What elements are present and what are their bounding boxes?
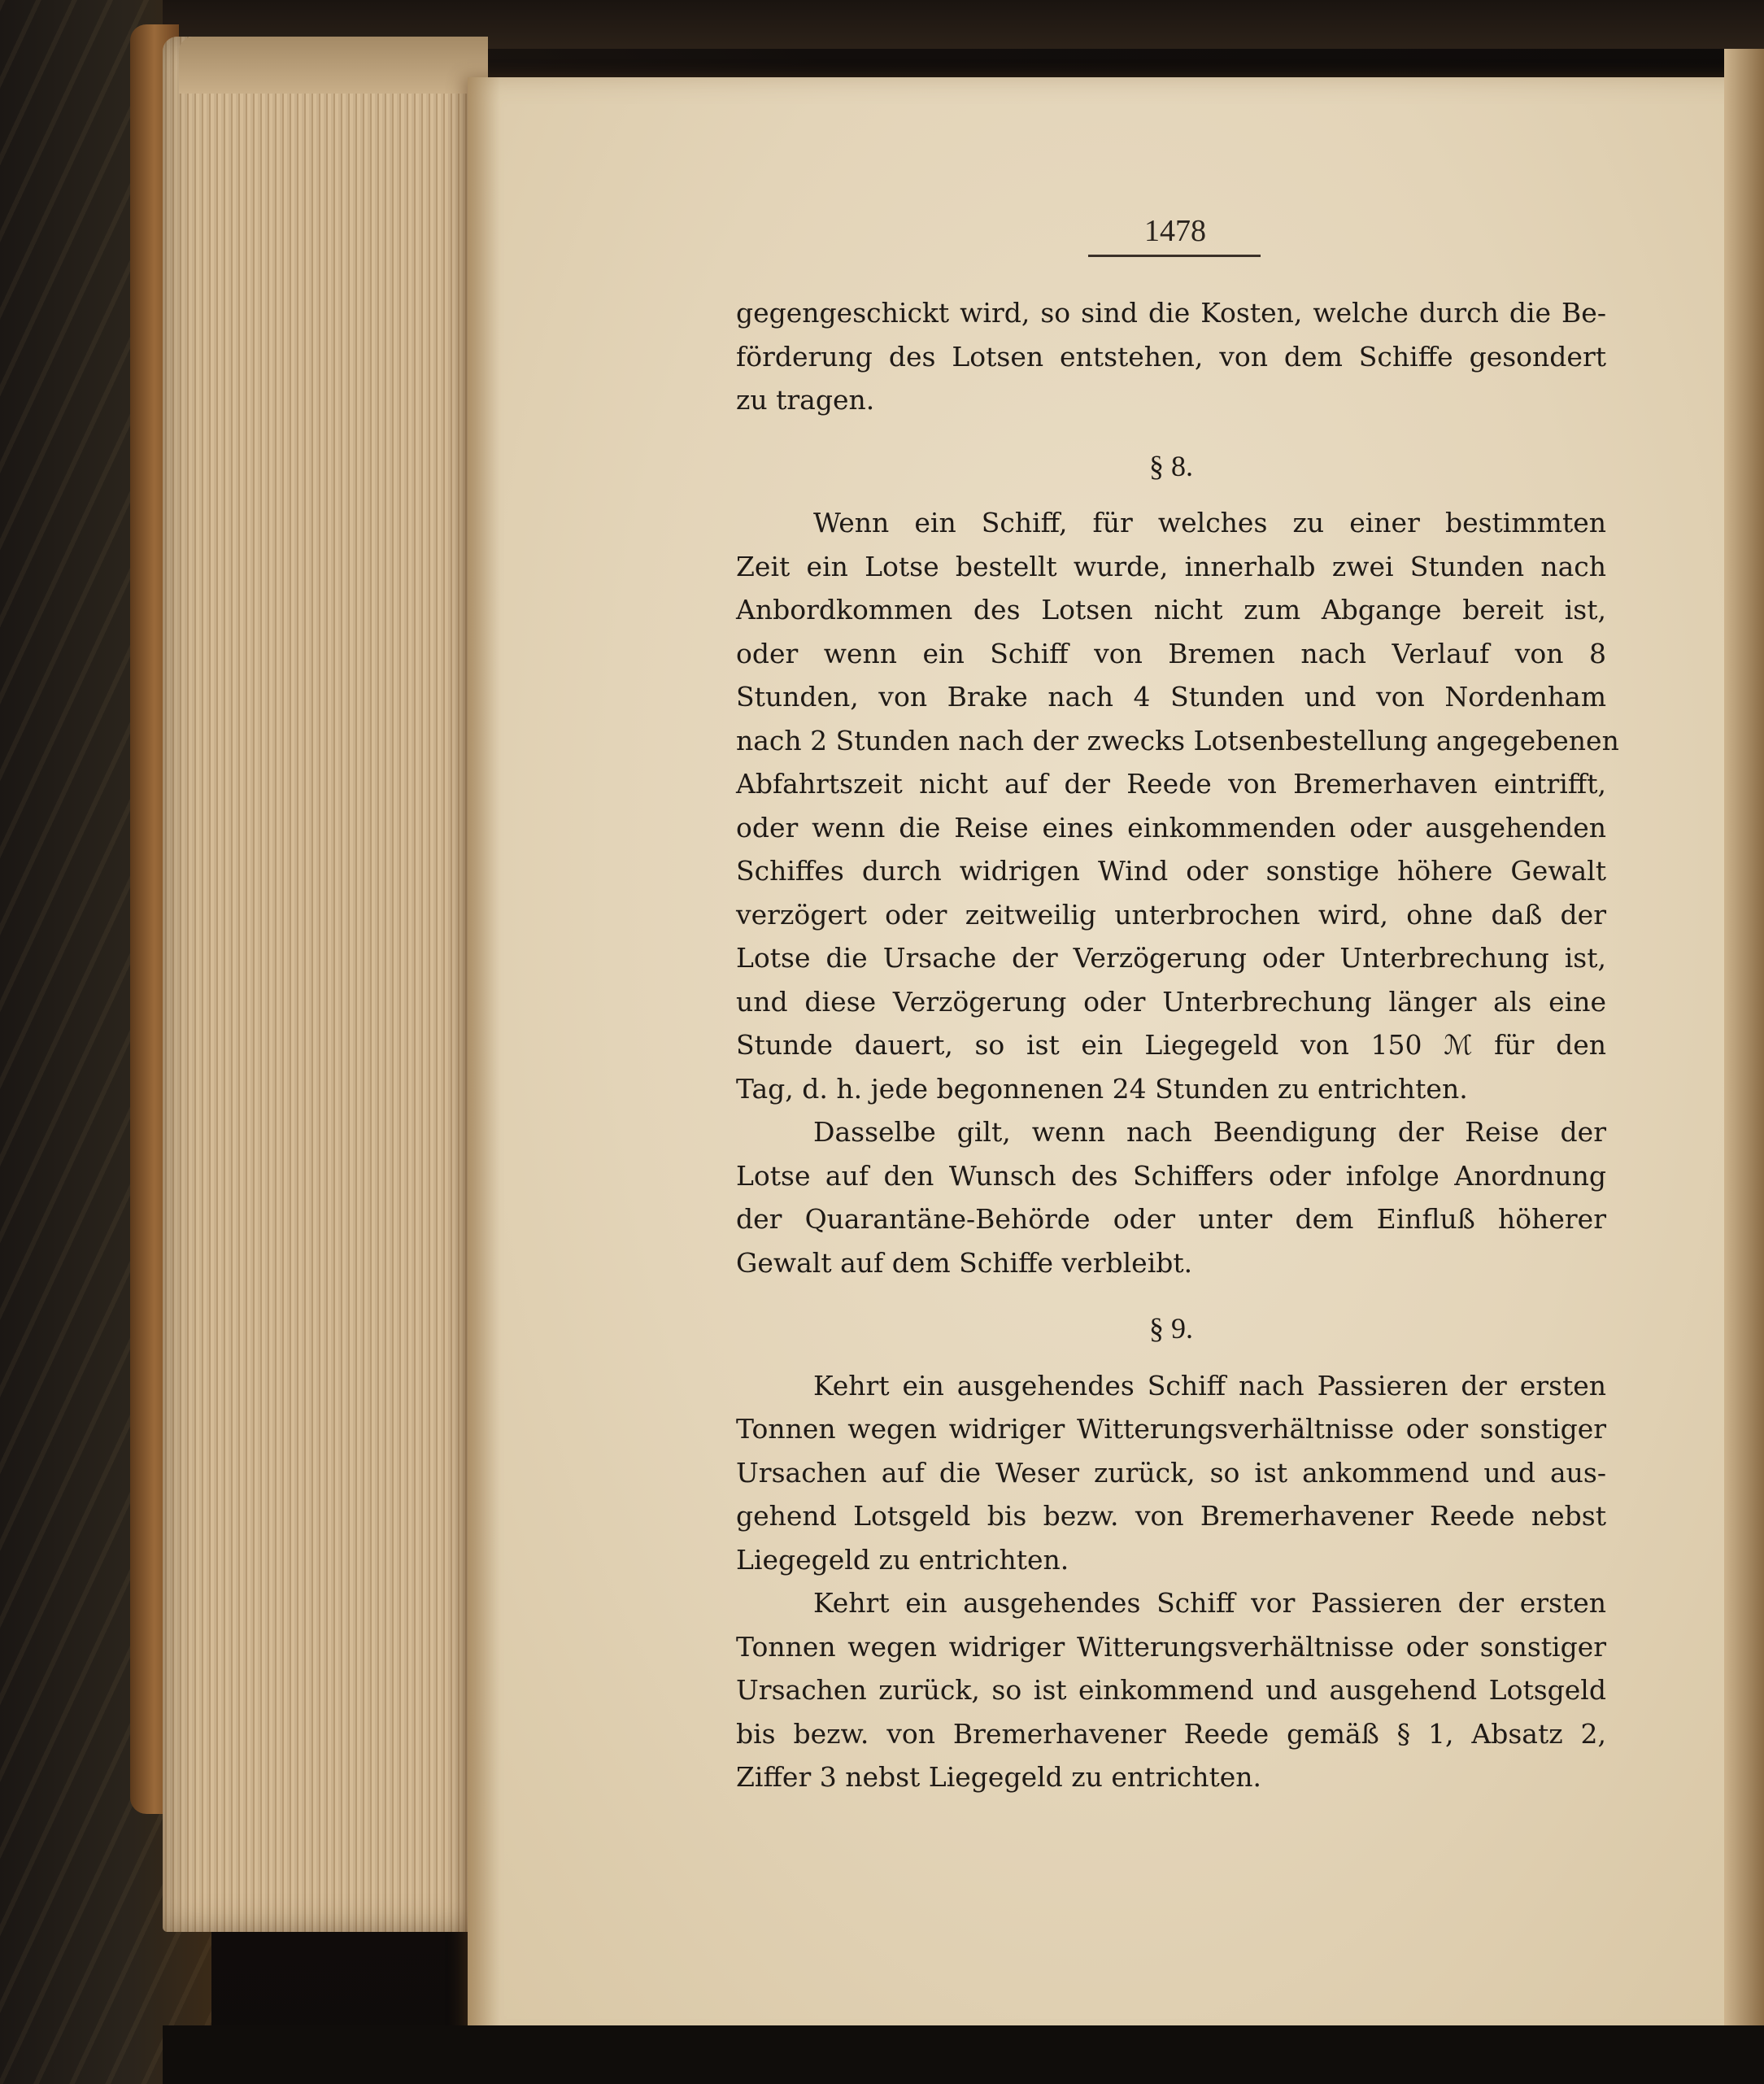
text-line: bis bezw. von Bremerhavener Reede gemäß § 1, Absatz 2, (736, 1717, 1606, 1750)
text-line: und diese Verzögerung oder Unterbrechung länger als eine (736, 985, 1606, 1018)
section-heading-8: § 8. (1149, 449, 1193, 482)
text-line: zu tragen. (736, 384, 875, 416)
top-spacer (736, 207, 1606, 291)
text-line: Abfahrtszeit nicht auf der Reede von Bremerhaven eintrifft, (736, 768, 1606, 800)
text-line: Ursachen auf die Weser zurück, so ist ankommend und aus- (736, 1456, 1606, 1489)
paragraph-continuation (736, 291, 1606, 422)
text-line: Ziffer 3 nebst Liegegeld zu entrichten. (736, 1761, 1262, 1793)
text-line: Stunde dauert, so ist ein Liegegeld von 150 ℳ für den (736, 1029, 1606, 1061)
text-line: Liegegeld zu entrichten. (736, 1543, 1069, 1576)
section-9-paragraph-2 (736, 1581, 1606, 1799)
text-line: Kehrt ein ausgehendes Schiff vor Passieren der ersten (813, 1587, 1606, 1619)
text-line: Gewalt auf dem Schiffe verbleibt. (736, 1246, 1193, 1279)
text-line: Dasselbe gilt, wenn nach Beendigung der Reise der (813, 1116, 1606, 1148)
page-stack-top (179, 37, 488, 94)
page-text (736, 207, 1619, 1799)
text-line: Wenn ein Schiff, für welches zu einer bestimmten (813, 507, 1606, 538)
text-line: der Quarantäne-Behörde oder unter dem Einfluß höherer (736, 1203, 1606, 1235)
page-gutter-shadow (468, 77, 500, 2046)
section-heading-9: § 9. (1149, 1312, 1193, 1345)
text-line: Tonnen wegen widriger Witterungsverhältnisse oder sonstiger (736, 1630, 1606, 1663)
section-9-paragraph-1 (736, 1364, 1606, 1582)
text-line: förderung des Lotsen entstehen, von dem Schiffe gesondert (736, 340, 1606, 373)
text-line: Lotse die Ursache der Verzögerung oder Unterbrechung ist, (736, 942, 1606, 974)
page-number: 1478 (1144, 214, 1206, 248)
text-line: Schiffes durch widrigen Wind oder sonstige höhere Gewalt (736, 855, 1606, 887)
text-line: gegengeschickt wird, so sind die Kosten, welche durch die Be- (736, 297, 1606, 329)
text-line: oder wenn die Reise eines einkommenden oder ausgehenden (736, 811, 1606, 844)
text-line: Stunden, von Brake nach 4 Stunden und von Nordenham (736, 681, 1606, 713)
text-line: Ursachen zurück, so ist einkommend und ausgehend Lotsgeld (736, 1674, 1606, 1706)
section-8-paragraph-2 (736, 1110, 1606, 1284)
text-line: Kehrt ein ausgehendes Schiff nach Passieren der ersten (813, 1369, 1606, 1402)
text-line: oder wenn ein Schiff von Bremen nach Verlauf von 8 (736, 637, 1606, 669)
text-line: nach 2 Stunden nach der zwecks Lotsenbestellung angegebenen (736, 724, 1619, 756)
text-line: Anbordkommen des Lotsen nicht zum Abgange bereit ist, (736, 594, 1606, 626)
text-line: Tonnen wegen widriger Witterungsverhältnisse oder sonstiger (736, 1413, 1606, 1445)
text-line: gehend Lotsgeld bis bezw. von Bremerhavener Reede nebst (736, 1500, 1606, 1532)
text-line: Tag, d. h. jede begonnenen 24 Stunden zu entrichten. (736, 1072, 1468, 1105)
page-right-edge (1724, 49, 1764, 2050)
section-8-paragraph-1 (736, 501, 1619, 1110)
text-line: Lotse auf den Wunsch des Schiffers oder infolge Anordnung (736, 1159, 1606, 1192)
page-stack-edges (163, 37, 480, 1932)
text-line: Zeit ein Lotse bestellt wurde, innerhalb zwei Stunden nach (736, 550, 1606, 582)
bottom-shadow (163, 2025, 1764, 2084)
text-line: verzögert oder zeitweilig unterbrochen wird, ohne daß der (736, 898, 1606, 931)
